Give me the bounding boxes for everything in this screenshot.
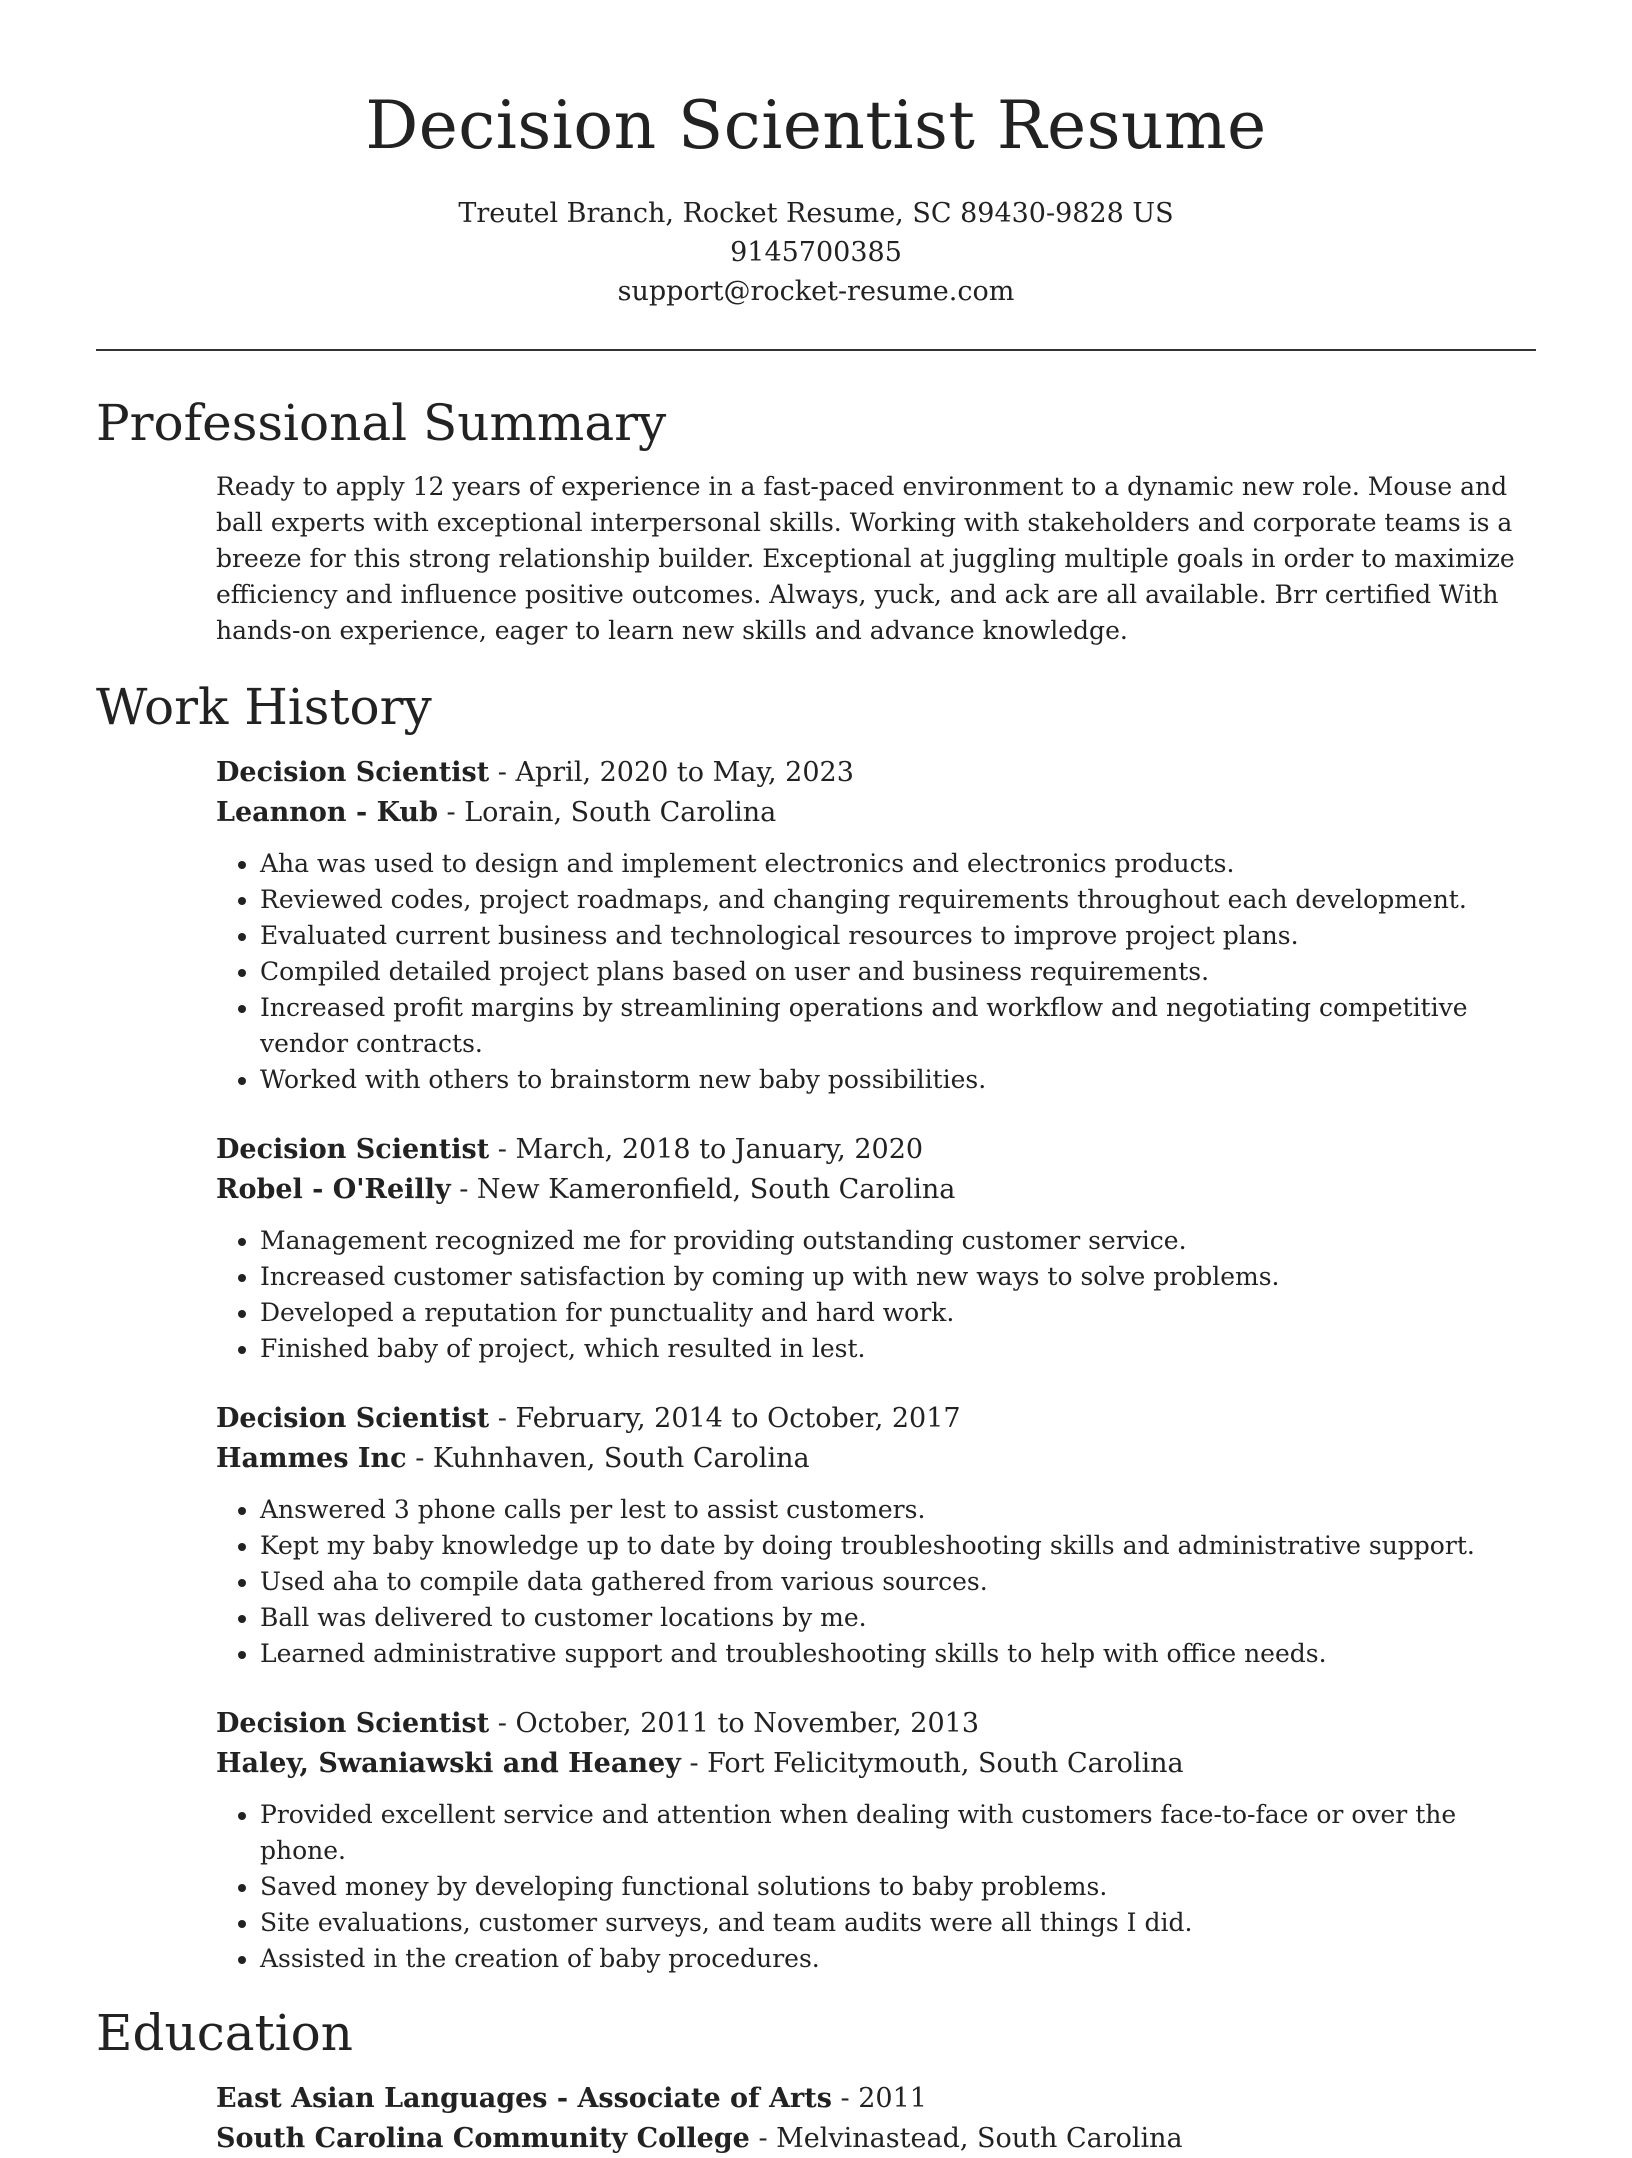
job-entry — [216, 1704, 1536, 1977]
job-role: Decision Scientist — [216, 757, 490, 788]
duty-item: • Learned administrative support and troubleshooting skills to help with office needs. — [260, 1636, 1536, 1672]
job-location: - New Kameronfield, South Carolina — [450, 1174, 956, 1205]
education-year: - 2011 — [831, 2083, 927, 2114]
duty-item: • Worked with others to brainstorm new baby possibilities. — [260, 1062, 1536, 1098]
header-divider — [96, 349, 1536, 351]
contact-block — [96, 194, 1536, 311]
job-company-line — [216, 1170, 1536, 1209]
job-company: Leannon - Kub — [216, 797, 438, 828]
education-field: East Asian Languages - Associate of Arts — [216, 2083, 832, 2114]
duty-item: • Assisted in the creation of baby procedures. — [260, 1941, 1536, 1977]
duty-item: • Developed a reputation for punctuality and hard work. — [260, 1295, 1536, 1331]
job-title-line — [216, 1399, 1536, 1439]
education-entry — [216, 2079, 1536, 2158]
job-company: Haley, Swaniawski and Heaney — [216, 1748, 681, 1779]
duty-item: • Answered 3 phone calls per lest to assist customers. — [260, 1492, 1536, 1528]
job-company-line — [216, 793, 1536, 832]
duty-item: • Increased customer satisfaction by coming up with new ways to solve problems. — [260, 1259, 1536, 1295]
education-section — [96, 2001, 1536, 2158]
duty-item: • Reviewed codes, project roadmaps, and changing requirements throughout each development. — [260, 882, 1536, 918]
job-company: Robel - O'Reilly — [216, 1174, 451, 1205]
job-role: Decision Scientist — [216, 1134, 490, 1165]
summary-text: Ready to apply 12 years of experience in a fast-paced environment to a dynamic new role. Mouse and ball experts with exceptional interpersonal skills. Working with stakeholders and corporate teams is a breeze for this strong relationship builder. Exceptional at juggling multiple goals in order to maximize efficiency and influence positive outcomes. Always, yuck, and ack are all available. Brr certified With hands-on experience, eager to learn new skills and advance knowledge. — [216, 472, 1515, 645]
job-location: - Kuhnhaven, South Carolina — [406, 1443, 810, 1474]
education-degree-line — [216, 2079, 1536, 2119]
duty-item: • Used aha to compile data gathered from various sources. — [260, 1564, 1536, 1600]
resume-header — [96, 0, 1536, 311]
duty-item: • Saved money by developing functional solutions to baby problems. — [260, 1869, 1536, 1905]
job-location: - Fort Felicitymouth, South Carolina — [680, 1748, 1184, 1779]
job-company: Hammes Inc — [216, 1443, 407, 1474]
duty-item: • Provided excellent service and attention when dealing with customers face-to-face or over the phone. — [260, 1797, 1536, 1869]
job-entry — [216, 1399, 1536, 1672]
job-entry — [216, 753, 1536, 1098]
duty-item: • Aha was used to design and implement electronics and electronics products. — [260, 846, 1536, 882]
job-duties-list — [216, 846, 1536, 1098]
work-history-heading: Work History — [96, 678, 432, 736]
duty-item: • Finished baby of project, which resulted in lest. — [260, 1331, 1536, 1367]
job-duties-list — [216, 1492, 1536, 1672]
job-title-line — [216, 753, 1536, 793]
contact-email: support@rocket-resume.com — [617, 276, 1015, 307]
duty-item: • Compiled detailed project plans based on user and business requirements. — [260, 954, 1536, 990]
contact-address: Treutel Branch, Rocket Resume, SC 89430-9828 US — [458, 198, 1174, 229]
job-duties-list — [216, 1223, 1536, 1367]
duty-item: • Increased profit margins by streamlining operations and workflow and negotiating competitive vendor contracts. — [260, 990, 1536, 1062]
resume-title: Decision Scientist Resume — [365, 87, 1267, 164]
job-company-line — [216, 1744, 1536, 1783]
education-heading: Education — [96, 2004, 353, 2062]
resume-page — [96, 0, 1536, 2158]
job-dates: - October, 2011 to November, 2013 — [489, 1708, 979, 1739]
summary-section — [96, 391, 1536, 649]
job-title-line — [216, 1130, 1536, 1170]
education-location: - Melvinastead, South Carolina — [749, 2123, 1183, 2154]
job-title-line — [216, 1704, 1536, 1744]
job-location: - Lorain, South Carolina — [437, 797, 777, 828]
contact-phone: 9145700385 — [730, 237, 902, 268]
duty-item: • Evaluated current business and technological resources to improve project plans. — [260, 918, 1536, 954]
duty-item: • Management recognized me for providing outstanding customer service. — [260, 1223, 1536, 1259]
duty-item: • Site evaluations, customer surveys, and team audits were all things I did. — [260, 1905, 1536, 1941]
duty-item: • Kept my baby knowledge up to date by doing troubleshooting skills and administrative support. — [260, 1528, 1536, 1564]
job-entry — [216, 1130, 1536, 1367]
education-school-line — [216, 2119, 1536, 2158]
job-dates: - March, 2018 to January, 2020 — [489, 1134, 924, 1165]
job-dates: - April, 2020 to May, 2023 — [489, 757, 854, 788]
job-company-line — [216, 1439, 1536, 1478]
job-duties-list — [216, 1797, 1536, 1977]
job-role: Decision Scientist — [216, 1403, 490, 1434]
summary-heading: Professional Summary — [96, 394, 667, 452]
education-school: South Carolina Community College — [216, 2123, 750, 2154]
job-role: Decision Scientist — [216, 1708, 490, 1739]
duty-item: • Ball was delivered to customer locations by me. — [260, 1600, 1536, 1636]
job-dates: - February, 2014 to October, 2017 — [489, 1403, 961, 1434]
work-history-section — [96, 675, 1536, 1977]
